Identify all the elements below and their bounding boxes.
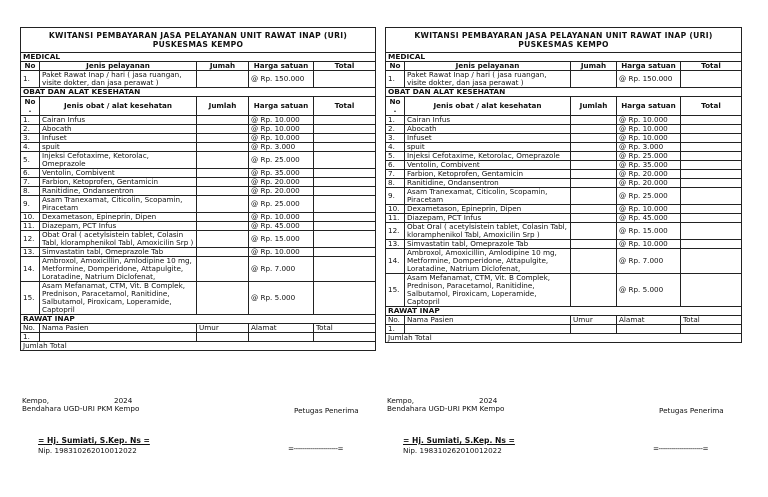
unit-price-cell: @ Rp. 45.000 (249, 222, 314, 231)
address-cell (617, 325, 681, 334)
drug-name-cell: Dexametason, Epineprin, Dipen (405, 205, 571, 214)
total-cell (314, 125, 376, 134)
unit-price-cell: @ Rp. 35.000 (249, 169, 314, 178)
quantity-cell (571, 116, 617, 125)
row-number: 14. (21, 257, 40, 282)
drug-row (21, 169, 376, 178)
receipt-right (385, 27, 742, 343)
quantity-cell (197, 143, 249, 152)
quantity-cell (197, 222, 249, 231)
total-cell (681, 205, 742, 214)
unit-price-cell: @ Rp. 10.000 (249, 134, 314, 143)
signature-name: = Hj. Sumiati, S.Kep. Ns = (38, 436, 150, 445)
quantity-cell (197, 71, 249, 88)
drug-row (386, 161, 742, 170)
drug-row (21, 213, 376, 222)
row-number: 2. (21, 125, 40, 134)
col-price-header: Harga satuan (249, 97, 314, 116)
unit-price-cell: @ Rp. 25.000 (249, 152, 314, 169)
signature-year: 2024 (114, 396, 133, 405)
receipt-left (20, 27, 376, 351)
row-number: 6. (386, 161, 405, 170)
row-number: 5. (21, 152, 40, 169)
col-no-header: No. (21, 324, 40, 333)
quantity-cell (571, 71, 617, 88)
unit-price-cell: @ Rp. 7.000 (249, 257, 314, 282)
total-cell (314, 222, 376, 231)
quantity-cell (197, 231, 249, 248)
row-number: 14. (386, 249, 405, 274)
medical-header-row (21, 62, 376, 71)
unit-price-cell: @ Rp. 10.000 (249, 248, 314, 257)
row-number: 10. (21, 213, 40, 222)
signature-block-right (387, 396, 743, 466)
row-number: 15. (386, 274, 405, 307)
row-number: 10. (386, 205, 405, 214)
drug-rows (21, 116, 376, 315)
quantity-cell (571, 240, 617, 249)
col-price-header: Harga satuan (249, 62, 314, 71)
row-number: 8. (386, 179, 405, 188)
unit-price-cell: @ Rp. 35.000 (617, 161, 681, 170)
col-price-header: Harga satuan (617, 62, 681, 71)
drug-name-cell: Abocath (40, 125, 197, 134)
drug-row (386, 240, 742, 249)
drugs-header-row (386, 97, 742, 116)
unit-price-cell: @ Rp. 20.000 (249, 187, 314, 196)
col-service-header: Jenis pelayanan (405, 62, 571, 71)
row-number: 8. (21, 187, 40, 196)
total-cell (314, 143, 376, 152)
quantity-cell (571, 161, 617, 170)
unit-price-cell: @ Rp. 7.000 (617, 249, 681, 274)
total-cell (681, 125, 742, 134)
receipt-title: KWITANSI PEMBAYARAN JASA PELAYANAN UNIT RAWAT INAP (URI) PUSKESMAS KEMPO (21, 28, 376, 53)
service-name-cell: Paket Rawat Inap / hari ( jasa ruangan, visite dokter, dan jasa perawat ) (405, 71, 571, 88)
drug-row (21, 178, 376, 187)
quantity-cell (571, 223, 617, 240)
drug-name-cell: Obat Oral ( acetylsistein tablet, Colasin Tabl, kloramphenikol Tabl, Amoxicilin Srp ) (40, 231, 197, 248)
signature-block-left (22, 396, 378, 466)
col-total-header: Total (681, 62, 742, 71)
total-cell (681, 179, 742, 188)
signature-role: Bendahara UGD-URI PKM Kempo (22, 404, 140, 413)
quantity-cell (571, 143, 617, 152)
unit-price-cell: @ Rp. 3.000 (617, 143, 681, 152)
receiver-signature-line: =---------------------= (288, 444, 344, 453)
col-age-header: Umur (571, 316, 617, 325)
drug-row (21, 257, 376, 282)
drug-row (386, 179, 742, 188)
drug-name-cell: Farbion, Ketoprofen, Gentamicin (405, 170, 571, 179)
col-qty-header: Jumlah (197, 97, 249, 116)
row-number: 4. (21, 143, 40, 152)
drug-name-cell: Infuset (405, 134, 571, 143)
row-number: 13. (386, 240, 405, 249)
total-cell (314, 152, 376, 169)
total-cell (681, 134, 742, 143)
drug-row (21, 222, 376, 231)
inpatient-rows (21, 333, 376, 342)
drug-row (21, 116, 376, 125)
total-cell (681, 170, 742, 179)
medical-header-row (386, 62, 742, 71)
unit-price-cell: @ Rp. 5.000 (249, 282, 314, 315)
drug-row (386, 188, 742, 205)
col-patient-header: Nama Pasien (405, 316, 571, 325)
section-drugs: OBAT DAN ALAT KESEHATAN (21, 88, 376, 97)
unit-price-cell: @ Rp. 10.000 (249, 213, 314, 222)
receipt-title: KWITANSI PEMBAYARAN JASA PELAYANAN UNIT RAWAT INAP (URI) PUSKESMAS KEMPO (386, 28, 742, 53)
drug-row (386, 143, 742, 152)
patient-name-cell (405, 325, 571, 334)
row-number: 7. (386, 170, 405, 179)
drug-name-cell: Infuset (40, 134, 197, 143)
grand-total-label: Jumlah Total (21, 342, 376, 351)
quantity-cell (197, 178, 249, 187)
drug-row (21, 152, 376, 169)
drug-name-cell: Ventolin, Combivent (405, 161, 571, 170)
unit-price-cell: @ Rp. 10.000 (617, 205, 681, 214)
quantity-cell (197, 282, 249, 315)
total-cell (681, 143, 742, 152)
col-price-header: Harga satuan (617, 97, 681, 116)
drug-rows (386, 116, 742, 307)
drug-name-cell: Asam Tranexamat, Citicolin, Scopamin, Piracetam (40, 196, 197, 213)
row-number: 13. (21, 248, 40, 257)
row-number: 7. (21, 178, 40, 187)
service-row (21, 71, 376, 88)
drug-name-cell: Asam Mefanamat, CTM, Vit. B Complek, Prednison, Paracetamol, Ranitidine, Salbutamol, Piroxicam, Loperamide, Captopril (405, 274, 571, 307)
drug-name-cell: Obat Oral ( acetylsistein tablet, Colasin Tabl, kloramphenikol Tabl, Amoxicilin Srp ) (405, 223, 571, 240)
inpatient-header-row (21, 324, 376, 333)
unit-price-cell: @ Rp. 25.000 (617, 152, 681, 161)
drug-row (21, 231, 376, 248)
row-number: 6. (21, 169, 40, 178)
section-inpatient: RAWAT INAP (386, 307, 742, 316)
receiver-signature-line: =---------------------= (653, 444, 709, 453)
drug-row (386, 152, 742, 161)
col-service-header: Jenis pelayanan (40, 62, 197, 71)
drug-name-cell: Asam Mefanamat, CTM, Vit. B Complek, Prednison, Paracetamol, Ranitidine, Salbutamol, Piroxicam, Loperamide, Captopril (40, 282, 197, 315)
drug-row (21, 248, 376, 257)
total-cell (681, 116, 742, 125)
col-qty-header: Jumah (571, 62, 617, 71)
signature-city: Kempo, (387, 396, 415, 405)
drug-name-cell: Dexametason, Epineprin, Dipen (40, 213, 197, 222)
quantity-cell (197, 116, 249, 125)
drug-row (386, 116, 742, 125)
signature-nip: Nip. 198310262010012022 (38, 446, 137, 455)
total-cell (681, 71, 742, 88)
unit-price-cell: @ Rp. 10.000 (617, 116, 681, 125)
col-no-header: No. (386, 316, 405, 325)
drug-name-cell: Ranitidine, Ondansentron (405, 179, 571, 188)
drug-name-cell: spuit (40, 143, 197, 152)
col-total-header: Total (314, 62, 376, 71)
signature-nip: Nip. 198310262010012022 (403, 446, 502, 455)
total-cell (314, 257, 376, 282)
col-no-header: No . (21, 97, 40, 116)
row-number: 11. (386, 214, 405, 223)
unit-price-cell: @ Rp. 45.000 (617, 214, 681, 223)
signature-role: Bendahara UGD-URI PKM Kempo (387, 404, 505, 413)
unit-price-cell: @ Rp. 20.000 (617, 179, 681, 188)
section-inpatient: RAWAT INAP (21, 315, 376, 324)
col-address-header: Alamat (249, 324, 314, 333)
col-qty-header: Jumah (197, 62, 249, 71)
row-number: 4. (386, 143, 405, 152)
unit-price-cell: @ Rp. 20.000 (617, 170, 681, 179)
inpatient-row (386, 325, 742, 334)
col-total-header: Total (681, 316, 742, 325)
total-cell (314, 196, 376, 213)
patient-name-cell (40, 333, 197, 342)
drug-row (386, 214, 742, 223)
unit-price-cell: @ Rp. 25.000 (249, 196, 314, 213)
drug-name-cell: Simvastatin tabl, Omeprazole Tab (40, 248, 197, 257)
quantity-cell (197, 134, 249, 143)
signature-receiver: Petugas Penerima (659, 406, 724, 415)
quantity-cell (197, 257, 249, 282)
unit-price-cell: @ Rp. 3.000 (249, 143, 314, 152)
signature-receiver: Petugas Penerima (294, 406, 359, 415)
col-total-header: Total (314, 324, 376, 333)
row-number: 9. (386, 188, 405, 205)
row-number: 1. (386, 71, 405, 88)
quantity-cell (571, 188, 617, 205)
total-cell (314, 282, 376, 315)
col-drug-header: Jenis obat / alat kesehatan (405, 97, 571, 116)
total-cell (681, 214, 742, 223)
drug-row (386, 125, 742, 134)
total-cell (681, 188, 742, 205)
inpatient-rows (386, 325, 742, 334)
quantity-cell (571, 152, 617, 161)
drug-row (21, 134, 376, 143)
drug-row (386, 170, 742, 179)
row-number: 12. (386, 223, 405, 240)
col-patient-header: Nama Pasien (40, 324, 197, 333)
quantity-cell (197, 125, 249, 134)
row-number: 12. (21, 231, 40, 248)
total-cell (314, 213, 376, 222)
row-number: 1. (21, 71, 40, 88)
row-number: 3. (21, 134, 40, 143)
total-cell (314, 333, 376, 342)
address-cell (249, 333, 314, 342)
drug-row (386, 274, 742, 307)
row-number: 3. (386, 134, 405, 143)
medical-rows (21, 71, 376, 88)
row-number: 1. (386, 325, 405, 334)
quantity-cell (197, 213, 249, 222)
quantity-cell (571, 249, 617, 274)
drug-row (386, 134, 742, 143)
age-cell (197, 333, 249, 342)
unit-price-cell: @ Rp. 10.000 (249, 125, 314, 134)
drug-row (21, 125, 376, 134)
total-cell (681, 249, 742, 274)
unit-price-cell: @ Rp. 10.000 (249, 116, 314, 125)
unit-price-cell: @ Rp. 150.000 (617, 71, 681, 88)
receipt-table (385, 27, 742, 343)
quantity-cell (197, 248, 249, 257)
drug-name-cell: Cairan Infus (405, 116, 571, 125)
row-number: 2. (386, 125, 405, 134)
unit-price-cell: @ Rp. 10.000 (617, 125, 681, 134)
drug-row (386, 223, 742, 240)
signature-name: = Hj. Sumiati, S.Kep. Ns = (403, 436, 515, 445)
quantity-cell (571, 214, 617, 223)
drug-name-cell: Asam Tranexamat, Citicolin, Scopamin, Piracetam (405, 188, 571, 205)
row-number: 1. (21, 333, 40, 342)
quantity-cell (571, 125, 617, 134)
total-cell (681, 240, 742, 249)
drug-name-cell: Diazepam, PCT Infus (40, 222, 197, 231)
section-drugs: OBAT DAN ALAT KESEHATAN (386, 88, 742, 97)
row-number: 11. (21, 222, 40, 231)
drug-row (386, 249, 742, 274)
drug-name-cell: Cairan Infus (40, 116, 197, 125)
drug-name-cell: Simvastatin tabl, Omeprazole Tab (405, 240, 571, 249)
total-cell (681, 274, 742, 307)
col-no-header: No . (386, 97, 405, 116)
drug-row (21, 143, 376, 152)
quantity-cell (197, 169, 249, 178)
drug-name-cell: spuit (405, 143, 571, 152)
unit-price-cell: @ Rp. 10.000 (617, 240, 681, 249)
medical-rows (386, 71, 742, 88)
total-cell (314, 187, 376, 196)
unit-price-cell: @ Rp. 20.000 (249, 178, 314, 187)
section-medical: MEDICAL (386, 53, 742, 62)
drug-name-cell: Diazepam, PCT Infus (405, 214, 571, 223)
col-drug-header: Jenis obat / alat kesehatan (40, 97, 197, 116)
drug-name-cell: Injeksi Cefotaxime, Ketorolac, Omeprazole (40, 152, 197, 169)
service-row (386, 71, 742, 88)
col-no-header: No (21, 62, 40, 71)
row-number: 9. (21, 196, 40, 213)
drug-row (386, 205, 742, 214)
total-cell (681, 223, 742, 240)
signature-year: 2024 (479, 396, 498, 405)
total-cell (681, 152, 742, 161)
drug-name-cell: Ambroxol, Amoxicillin, Amlodipine 10 mg, Metformine, Domperidone, Attapulgite, Loratadine, Natrium Diclofenat, (405, 249, 571, 274)
receipt-table (20, 27, 376, 351)
section-medical: MEDICAL (21, 53, 376, 62)
drug-name-cell: Farbion, Ketoprofen, Gentamicin (40, 178, 197, 187)
total-cell (314, 116, 376, 125)
unit-price-cell: @ Rp. 25.000 (617, 188, 681, 205)
row-number: 1. (386, 116, 405, 125)
quantity-cell (197, 152, 249, 169)
grand-total-label: Jumlah Total (386, 334, 742, 343)
inpatient-header-row (386, 316, 742, 325)
drug-name-cell: Injeksi Cefotaxime, Ketorolac, Omeprazole (405, 152, 571, 161)
total-cell (681, 161, 742, 170)
inpatient-row (21, 333, 376, 342)
col-age-header: Umur (197, 324, 249, 333)
drug-name-cell: Ambroxol, Amoxicillin, Amlodipine 10 mg, Metformine, Domperidone, Attapulgite, Loratadine, Natrium Diclofenat, (40, 257, 197, 282)
total-cell (314, 231, 376, 248)
age-cell (571, 325, 617, 334)
quantity-cell (197, 196, 249, 213)
service-name-cell: Paket Rawat Inap / hari ( jasa ruangan, visite dokter, dan jasa perawat ) (40, 71, 197, 88)
total-cell (314, 178, 376, 187)
total-cell (314, 134, 376, 143)
col-no-header: No (386, 62, 405, 71)
quantity-cell (571, 205, 617, 214)
drug-row (21, 187, 376, 196)
drugs-header-row (21, 97, 376, 116)
quantity-cell (571, 134, 617, 143)
quantity-cell (197, 187, 249, 196)
total-cell (681, 325, 742, 334)
unit-price-cell: @ Rp. 150.000 (249, 71, 314, 88)
unit-price-cell: @ Rp. 15.000 (249, 231, 314, 248)
total-cell (314, 248, 376, 257)
drug-name-cell: Abocath (405, 125, 571, 134)
drug-name-cell: Ventolin, Combivent (40, 169, 197, 178)
col-address-header: Alamat (617, 316, 681, 325)
signature-city: Kempo, (22, 396, 50, 405)
unit-price-cell: @ Rp. 15.000 (617, 223, 681, 240)
row-number: 5. (386, 152, 405, 161)
drug-name-cell: Ranitidine, Ondansentron (40, 187, 197, 196)
col-total-header: Total (681, 97, 742, 116)
quantity-cell (571, 274, 617, 307)
quantity-cell (571, 179, 617, 188)
unit-price-cell: @ Rp. 5.000 (617, 274, 681, 307)
drug-row (21, 282, 376, 315)
total-cell (314, 169, 376, 178)
unit-price-cell: @ Rp. 10.000 (617, 134, 681, 143)
total-cell (314, 71, 376, 88)
row-number: 15. (21, 282, 40, 315)
col-total-header: Total (314, 97, 376, 116)
row-number: 1. (21, 116, 40, 125)
drug-row (21, 196, 376, 213)
quantity-cell (571, 170, 617, 179)
col-qty-header: Jumlah (571, 97, 617, 116)
